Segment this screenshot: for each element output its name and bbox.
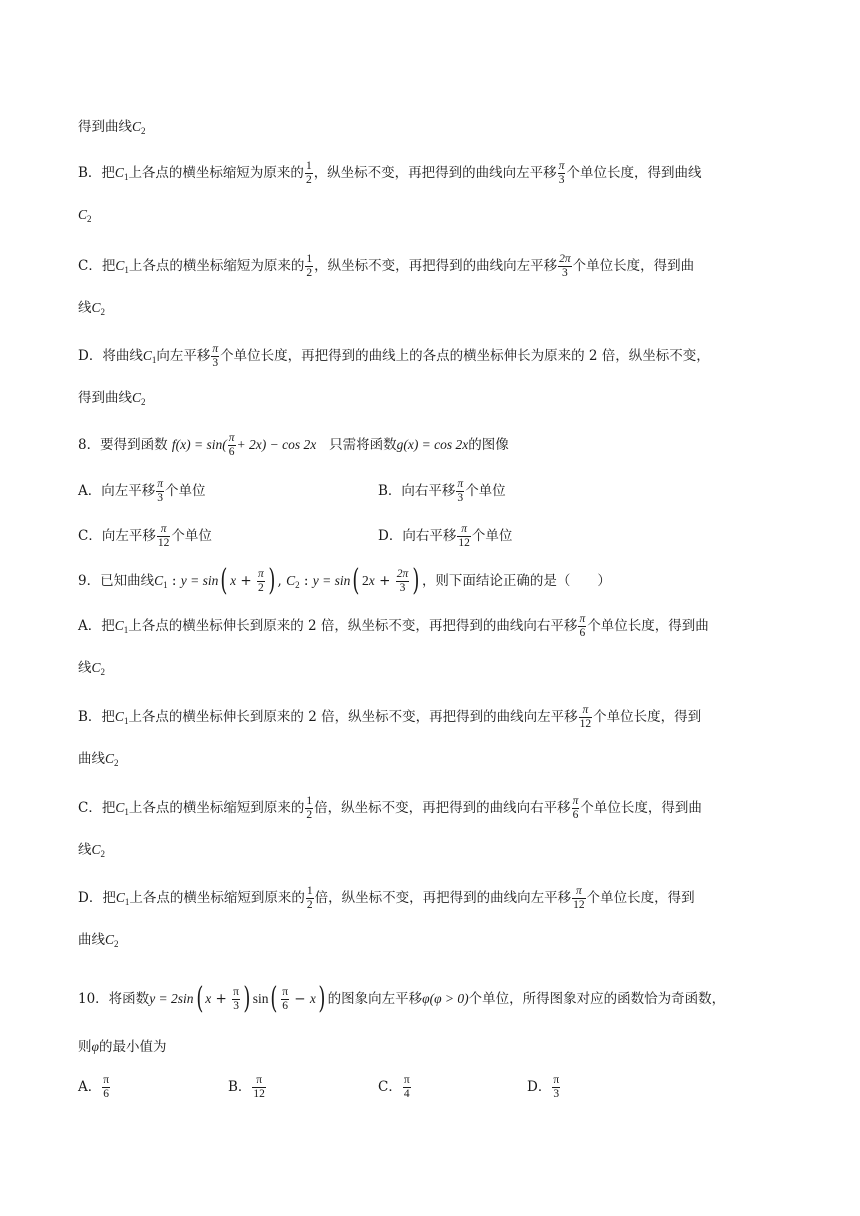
- phi: φ: [91, 1039, 99, 1054]
- text: ，纵坐标不变，再把得到的曲线向左平移: [313, 165, 557, 181]
- text: 个单位长度，得到曲: [587, 618, 709, 634]
- curve-c2: y = sin: [312, 573, 351, 588]
- q8-option-c[interactable]: [78, 523, 212, 550]
- text: 的图象向左平移: [327, 991, 423, 1007]
- function-y: y = 2sin: [149, 991, 194, 1006]
- question-8: [78, 432, 509, 459]
- option-label: B．把: [78, 165, 115, 181]
- fraction-2pi-3: $\frac{2\pi}{3}$: [559, 253, 571, 279]
- function-f-tail: + 2x) − cos 2x: [236, 437, 317, 452]
- q7-c-tail: 线$C_2$: [78, 300, 106, 317]
- text: 得到曲线: [78, 390, 132, 406]
- fraction-half: $\frac{1}{2}$: [305, 160, 312, 186]
- question-number: 9．已知曲线: [78, 573, 155, 589]
- q9-option-d[interactable]: D．把$C_1$上各点的横坐标缩短到原来的 $\frac{1}{2}$ 倍，纵坐标不变，再把得到的曲线向左平移 $\frac{\pi}{12}$ 个单位长度，得到: [78, 885, 695, 911]
- fraction: $\frac{\pi}{3}$: [157, 478, 164, 504]
- text: 个单位长度，得到: [593, 709, 702, 725]
- option-label: C．向左平移: [78, 528, 156, 544]
- fraction-pi-3: $\frac{\pi}{3}$: [212, 343, 219, 369]
- text: 上各点的横坐标缩短到原来的: [129, 890, 305, 906]
- q8-option-b[interactable]: [378, 478, 506, 505]
- q7-a-tail: 得到曲线$C_2$: [78, 119, 146, 136]
- q7-option-c: C．把$C_1$上各点的横坐标缩短为原来的 $\frac{1}{2}$ ，纵坐标不变，再把得到的曲线向左平移 $\frac{2\pi}{3}$ 个单位长度，得到曲: [78, 253, 695, 279]
- text: 上各点的横坐标伸长到原来的 2 倍，纵坐标不变，再把得到的曲线向左平移: [128, 709, 578, 725]
- fraction-pi-3: $\frac{\pi}{3}$: [558, 160, 565, 186]
- q9-c-tail: 线$C_2$: [78, 842, 106, 859]
- text: 的最小值为: [98, 1039, 167, 1055]
- text: 个单位长度，再把得到的曲线上的各点的横坐标伸长为原来的 2 倍，纵坐标不变，: [220, 348, 710, 364]
- q8-option-a[interactable]: [78, 478, 206, 505]
- q10-option-b[interactable]: B． $\frac{\pi}{12}$: [228, 1074, 265, 1100]
- text: 个单位长度，得到曲: [580, 800, 702, 816]
- text: 个单位: [171, 528, 212, 544]
- text: 线: [78, 842, 92, 858]
- q10-option-d[interactable]: D． $\frac{\pi}{3}$: [527, 1074, 560, 1100]
- function-f: f(x) = sin(: [171, 437, 227, 452]
- text: 倍，纵坐标不变，再把得到的曲线向左平移: [314, 890, 572, 906]
- q7-option-b: B．把$C_1$上各点的横坐标缩短为原来的 $\frac{1}{2}$ ，纵坐标不变，再把得到的曲线向左平移 $\frac{\pi}{3}$ 个单位长度，得到曲线: [78, 160, 702, 186]
- text: 线: [78, 300, 92, 316]
- text: 个单位: [465, 483, 506, 499]
- text: 倍，纵坐标不变，再把得到的曲线向右平移: [314, 800, 571, 816]
- q10-option-c[interactable]: C． $\frac{\pi}{4}$: [378, 1074, 410, 1100]
- option-label: B．把: [78, 709, 115, 725]
- option-label: A．向左平移: [78, 483, 156, 499]
- phi: φ: [422, 991, 430, 1006]
- text: 上各点的横坐标缩短为原来的: [128, 258, 305, 274]
- option-label: D．将曲线: [78, 348, 143, 364]
- fraction: $\frac{\pi}{12}$: [157, 523, 170, 549]
- q10-line2: [78, 1037, 166, 1057]
- option-label: A．: [78, 1079, 102, 1095]
- q10-option-a[interactable]: A． $\frac{\pi}{6}$: [78, 1074, 110, 1100]
- option-label: D．把: [78, 890, 116, 906]
- fraction: $\frac{\pi}{3}$: [457, 478, 464, 504]
- text: 个单位: [471, 528, 513, 544]
- fraction-half: $\frac{1}{2}$: [306, 253, 313, 279]
- option-label: C．: [378, 1079, 402, 1095]
- q9-b-tail: 曲线$C_2$: [78, 751, 119, 768]
- text: 则: [78, 1039, 92, 1055]
- text: 个单位，所得图象对应的函数恰为奇函数，: [468, 991, 726, 1007]
- text: 上各点的横坐标缩短到原来的: [128, 800, 305, 816]
- q7-option-d: D．将曲线$C_1$向左平移 $\frac{\pi}{3}$ 个单位长度，再把得到的曲线上的各点的横坐标伸长为原来的 2 倍，纵坐标不变，: [78, 343, 710, 369]
- text: 个单位长度，得到曲: [572, 258, 695, 274]
- fraction-pi-6: $\frac{\pi}{6}$: [228, 432, 235, 458]
- q7-d-tail: 得到曲线$C_2$: [78, 390, 146, 407]
- text: ，则下面结论正确的是（ ）: [421, 573, 611, 589]
- option-label: B．向右平移: [378, 483, 456, 499]
- option-label: D．向右平移: [378, 528, 457, 544]
- question-9: 9．已知曲线$C_1$ : y = sin( x + $\frac{\pi}{2}$ ) , $C_2$ : y = sin( 2x + $\frac{2\pi}{3}$ ) ，则下面结论正确的是（ ）: [78, 563, 611, 598]
- q9-option-b[interactable]: B．把$C_1$上各点的横坐标伸长到原来的 2 倍，纵坐标不变，再把得到的曲线向左平移 $\frac{\pi}{12}$ 个单位长度，得到: [78, 704, 702, 730]
- fraction: $\frac{\pi}{12}$: [458, 523, 470, 549]
- q9-a-tail: 线$C_2$: [78, 660, 106, 677]
- text: ，纵坐标不变，再把得到的曲线向左平移: [314, 258, 558, 274]
- text: 线: [78, 660, 92, 676]
- option-label: C．把: [78, 800, 116, 816]
- q8-option-d[interactable]: [378, 523, 512, 550]
- text: 曲线: [78, 932, 105, 948]
- phi-condition: (φ > 0): [429, 991, 469, 1006]
- q9-d-tail: 曲线$C_2$: [78, 932, 119, 949]
- text: 个单位: [165, 483, 206, 499]
- question-number: 10．将函数: [78, 991, 150, 1007]
- text: 只需将函数: [329, 437, 397, 453]
- option-label: D．: [527, 1079, 552, 1095]
- text: 个单位长度，得到曲线: [566, 165, 702, 181]
- text: 上各点的横坐标缩短为原来的: [128, 165, 304, 181]
- q7-b-tail: $C_2$: [78, 207, 92, 224]
- option-label: B．: [228, 1079, 252, 1095]
- text: 个单位长度，得到: [586, 890, 695, 906]
- option-label: A．把: [78, 618, 115, 634]
- text: 向左平移: [156, 348, 211, 364]
- function-g: g(x) = cos 2x: [396, 437, 469, 452]
- curve-c1: y = sin: [180, 573, 219, 588]
- question-number: 8．要得到函数: [78, 437, 168, 453]
- text: 的图像: [468, 437, 509, 453]
- q9-option-c[interactable]: C．把$C_1$上各点的横坐标缩短到原来的 $\frac{1}{2}$ 倍，纵坐标不变，再把得到的曲线向右平移 $\frac{\pi}{6}$ 个单位长度，得到曲: [78, 795, 702, 821]
- q9-option-a[interactable]: A．把$C_1$上各点的横坐标伸长到原来的 2 倍，纵坐标不变，再把得到的曲线向右平移 $\frac{\pi}{6}$ 个单位长度，得到曲: [78, 613, 709, 639]
- text: 得到曲线: [78, 119, 132, 135]
- option-label: C．把: [78, 258, 116, 274]
- text: 上各点的横坐标伸长到原来的 2 倍，纵坐标不变，再把得到的曲线向右平移: [128, 618, 578, 634]
- question-10: 10．将函数y = 2sin( x + $\frac{\pi}{3}$ ) sin( $\frac{\pi}{6}$ − x) 的图象向左平移φ(φ > 0)个单位，所得图象对应的函数恰为奇函数，: [78, 981, 726, 1016]
- text: 曲线: [78, 751, 105, 767]
